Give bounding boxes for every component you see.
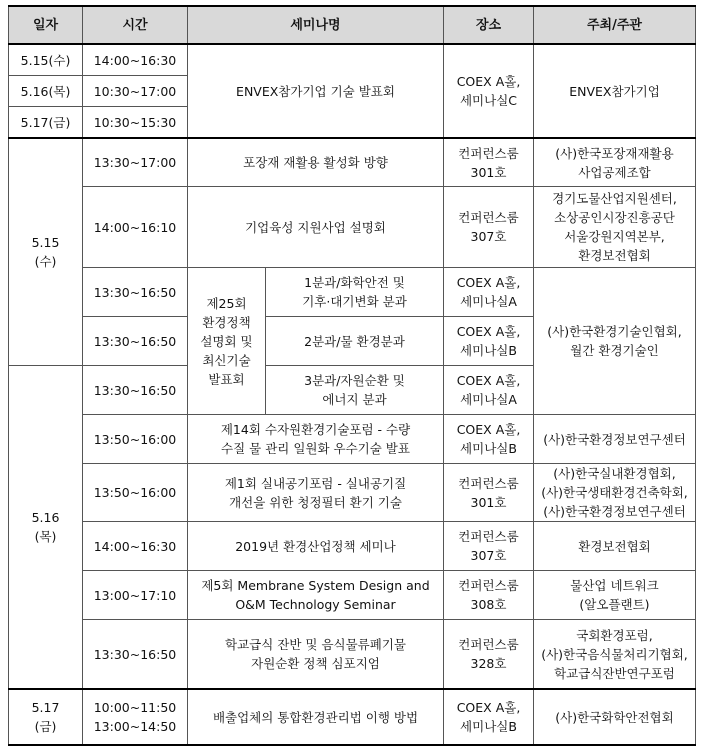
host-cell: (사)한국실내환경협회, (사)한국생태환경건축학회, (사)한국환경정보연구센터 <box>534 464 696 522</box>
host-cell: 국회환경포럼, (사)한국음식물처리기협회, 학교급식잔반연구포럼 <box>534 620 696 690</box>
date-cell: 5.16 (목) <box>9 366 83 690</box>
table-row <box>9 138 696 187</box>
time-cell: 13:30~16:50 <box>83 317 188 366</box>
table-row <box>9 689 696 745</box>
time-cell: 13:00~17:10 <box>83 571 188 620</box>
host-cell: (사)한국포장재재활용 사업공제조합 <box>534 138 696 187</box>
seminar-schedule-table <box>8 5 696 746</box>
seminar-name-cell: 배출업체의 통합환경관리법 이행 방법 <box>188 689 444 745</box>
forum-title-cell: 제25회 환경정책 설명회 및 최신기술 발표회 <box>188 268 266 415</box>
time-cell: 10:30~17:00 <box>83 76 188 107</box>
time-cell: 10:00~11:50 13:00~14:50 <box>83 689 188 745</box>
place-cell: 컨퍼런스룸 308호 <box>444 571 534 620</box>
host-cell: 물산업 네트워크 (알오플랜트) <box>534 571 696 620</box>
place-cell: 컨퍼런스룸 328호 <box>444 620 534 690</box>
date-cell: 5.17 (금) <box>9 689 83 745</box>
host-cell: (사)한국화학안전협회 <box>534 689 696 745</box>
date-cell: 5.15(수) <box>9 44 83 76</box>
time-cell: 14:00~16:10 <box>83 187 188 268</box>
place-cell: 컨퍼런스룸 307호 <box>444 522 534 571</box>
host-cell: 경기도물산업지원센터, 소상공인시장진흥공단 서울강원지역본부, 환경보전협회 <box>534 187 696 268</box>
host-cell: 환경보전협회 <box>534 522 696 571</box>
table-row <box>9 268 696 317</box>
header-place: 장소 <box>444 6 534 44</box>
time-cell: 13:30~17:00 <box>83 138 188 187</box>
session-name-cell: 1분과/화학안전 및 기후·대기변화 분과 <box>266 268 444 317</box>
header-seminar: 세미나명 <box>188 6 444 44</box>
time-cell: 13:30~16:50 <box>83 620 188 690</box>
seminar-name-cell: 제1회 실내공기포럼 - 실내공기질 개선을 위한 청정필터 환기 기술 <box>188 464 444 522</box>
seminar-name-cell: 제5회 Membrane System Design and O&M Technology Seminar <box>188 571 444 620</box>
table-row <box>9 464 696 522</box>
host-cell: ENVEX참가기업 <box>534 44 696 138</box>
place-cell: COEX A홀, 세미나실B <box>444 317 534 366</box>
table-row <box>9 187 696 268</box>
time-cell: 14:00~16:30 <box>83 522 188 571</box>
seminar-name-cell: 2019년 환경산업정책 세미나 <box>188 522 444 571</box>
host-cell: (사)한국환경정보연구센터 <box>534 415 696 464</box>
seminar-name-cell: 기업육성 지원사업 설명회 <box>188 187 444 268</box>
table-row <box>9 415 696 464</box>
place-cell: 컨퍼런스룸 301호 <box>444 464 534 522</box>
time-cell: 13:30~16:50 <box>83 366 188 415</box>
date-cell: 5.16(목) <box>9 76 83 107</box>
table-row <box>9 620 696 690</box>
date-cell: 5.15 (수) <box>9 138 83 366</box>
time-cell: 13:50~16:00 <box>83 415 188 464</box>
place-cell: COEX A홀, 세미나실A <box>444 268 534 317</box>
place-cell: COEX A홀, 세미나실A <box>444 366 534 415</box>
seminar-name-cell: 제14회 수자원환경기술포럼 - 수량 수질 물 관리 일원화 우수기술 발표 <box>188 415 444 464</box>
session-name-cell: 2분과/물 환경분과 <box>266 317 444 366</box>
header-time: 시간 <box>83 6 188 44</box>
table-row <box>9 44 696 76</box>
date-cell: 5.17(금) <box>9 107 83 139</box>
seminar-name-cell: 포장재 재활용 활성화 방향 <box>188 138 444 187</box>
header-host: 주최/주관 <box>534 6 696 44</box>
place-cell: COEX A홀, 세미나실C <box>444 44 534 138</box>
header-date: 일자 <box>9 6 83 44</box>
header-row <box>9 6 696 44</box>
table-row <box>9 571 696 620</box>
session-name-cell: 3분과/자원순환 및 에너지 분과 <box>266 366 444 415</box>
place-cell: 컨퍼런스룸 301호 <box>444 138 534 187</box>
table-row <box>9 522 696 571</box>
host-cell: (사)한국환경기술인협회, 월간 환경기술인 <box>534 268 696 415</box>
time-cell: 14:00~16:30 <box>83 44 188 76</box>
seminar-name-cell: 학교급식 잔반 및 음식물류폐기물 자원순환 정책 심포지엄 <box>188 620 444 690</box>
place-cell: COEX A홀, 세미나실B <box>444 689 534 745</box>
time-cell: 13:30~16:50 <box>83 268 188 317</box>
time-cell: 13:50~16:00 <box>83 464 188 522</box>
time-cell: 10:30~15:30 <box>83 107 188 139</box>
seminar-name-cell: ENVEX참가기업 기술 발표회 <box>188 44 444 138</box>
place-cell: COEX A홀, 세미나실B <box>444 415 534 464</box>
place-cell: 컨퍼런스룸 307호 <box>444 187 534 268</box>
